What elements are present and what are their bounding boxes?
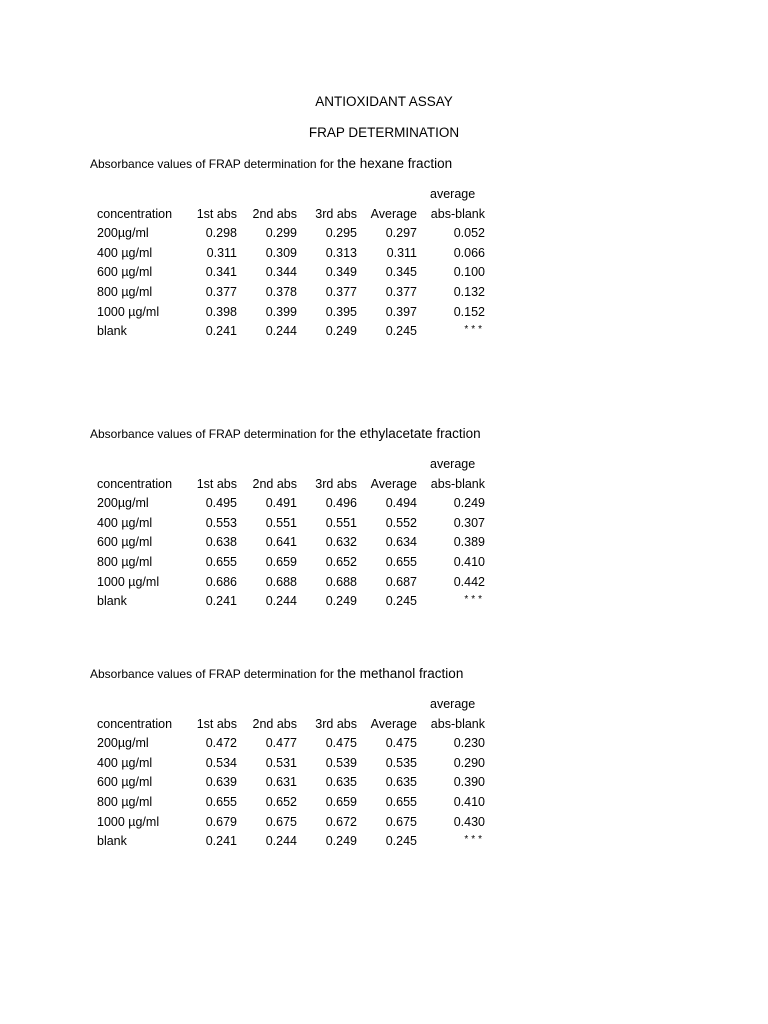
abs1-cell: 0.241 bbox=[205, 324, 237, 339]
abs2-cell: 0.652 bbox=[265, 794, 297, 809]
average-cell: 0.494 bbox=[385, 496, 417, 511]
header-concentration: concentration bbox=[97, 206, 173, 221]
abs-blank-cell: 0.307 bbox=[453, 515, 485, 530]
abs3-cell: 0.249 bbox=[325, 834, 357, 849]
abs-blank-cell: 0.430 bbox=[453, 814, 485, 829]
average-cell: 0.345 bbox=[385, 265, 417, 280]
header-abs-blank: abs-blank bbox=[430, 716, 485, 731]
section-heading bbox=[90, 426, 481, 441]
average-cell: 0.675 bbox=[385, 814, 417, 829]
abs2-cell: 0.491 bbox=[265, 496, 297, 511]
header-abs3: 3rd abs bbox=[315, 206, 357, 221]
abs3-cell: 0.349 bbox=[325, 265, 357, 280]
abs1-cell: 0.655 bbox=[205, 554, 237, 569]
abs3-cell: 0.395 bbox=[325, 304, 357, 319]
abs-blank-cell: 0.052 bbox=[453, 226, 485, 241]
concentration-cell: 600 µg/ml bbox=[97, 535, 153, 550]
abs2-cell: 0.688 bbox=[265, 574, 297, 589]
concentration-cell: 400 µg/ml bbox=[97, 245, 153, 260]
concentration-cell: 400 µg/ml bbox=[97, 515, 153, 530]
header-average: Average bbox=[370, 716, 417, 731]
header-average-top: average bbox=[430, 457, 476, 471]
abs2-cell: 0.477 bbox=[265, 736, 297, 751]
header-abs2: 2nd abs bbox=[252, 716, 297, 731]
abs-blank-cell: 0.152 bbox=[453, 304, 485, 319]
abs-blank-cell: *** bbox=[464, 324, 485, 336]
concentration-cell: 1000 µg/ml bbox=[97, 814, 160, 829]
section-heading-prefix: Absorbance values of FRAP determination for bbox=[90, 157, 338, 171]
average-cell: 0.377 bbox=[385, 284, 417, 299]
abs2-cell: 0.344 bbox=[265, 265, 297, 280]
abs3-cell: 0.313 bbox=[325, 245, 357, 260]
abs1-cell: 0.638 bbox=[205, 535, 237, 550]
average-cell: 0.397 bbox=[385, 304, 417, 319]
abs1-cell: 0.311 bbox=[206, 245, 237, 260]
abs2-cell: 0.299 bbox=[265, 226, 297, 241]
abs1-cell: 0.241 bbox=[205, 594, 237, 609]
abs-blank-cell: *** bbox=[464, 594, 485, 606]
header-average: Average bbox=[370, 476, 417, 491]
concentration-cell: 800 µg/ml bbox=[97, 794, 153, 809]
header-abs1: 1st abs bbox=[196, 206, 237, 221]
abs-blank-cell: 0.410 bbox=[453, 554, 485, 569]
abs-blank-cell: 0.390 bbox=[453, 775, 485, 790]
abs-blank-cell: 0.230 bbox=[453, 736, 485, 751]
abs-blank-cell: 0.132 bbox=[453, 284, 485, 299]
abs3-cell: 0.635 bbox=[325, 775, 357, 790]
abs1-cell: 0.398 bbox=[205, 304, 237, 319]
abs2-cell: 0.244 bbox=[265, 594, 297, 609]
average-cell: 0.635 bbox=[385, 775, 417, 790]
abs3-cell: 0.249 bbox=[325, 324, 357, 339]
abs-blank-cell: *** bbox=[464, 834, 485, 846]
abs3-cell: 0.652 bbox=[325, 554, 357, 569]
header-abs2: 2nd abs bbox=[252, 206, 297, 221]
average-cell: 0.475 bbox=[385, 736, 417, 751]
average-cell: 0.311 bbox=[386, 245, 417, 260]
header-abs1: 1st abs bbox=[196, 716, 237, 731]
concentration-cell: blank bbox=[97, 324, 127, 339]
abs3-cell: 0.659 bbox=[325, 794, 357, 809]
average-cell: 0.655 bbox=[385, 554, 417, 569]
abs1-cell: 0.298 bbox=[205, 226, 237, 241]
section-heading-fraction: the ethylacetate fraction bbox=[337, 426, 481, 441]
header-abs3: 3rd abs bbox=[315, 716, 357, 731]
abs3-cell: 0.295 bbox=[325, 226, 357, 241]
abs-blank-cell: 0.389 bbox=[453, 535, 485, 550]
abs2-cell: 0.531 bbox=[265, 755, 297, 770]
concentration-cell: blank bbox=[97, 594, 127, 609]
abs-blank-cell: 0.410 bbox=[453, 794, 485, 809]
average-cell: 0.245 bbox=[385, 834, 417, 849]
abs1-cell: 0.679 bbox=[205, 814, 237, 829]
abs2-cell: 0.631 bbox=[265, 775, 297, 790]
abs-blank-cell: 0.249 bbox=[453, 496, 485, 511]
abs-blank-cell: 0.100 bbox=[453, 265, 485, 280]
average-cell: 0.535 bbox=[385, 755, 417, 770]
header-concentration: concentration bbox=[97, 476, 173, 491]
abs2-cell: 0.244 bbox=[265, 324, 297, 339]
abs1-cell: 0.686 bbox=[205, 574, 237, 589]
concentration-cell: 800 µg/ml bbox=[97, 284, 153, 299]
average-cell: 0.634 bbox=[385, 535, 417, 550]
section-heading bbox=[90, 156, 452, 171]
abs3-cell: 0.496 bbox=[325, 496, 357, 511]
abs2-cell: 0.659 bbox=[265, 554, 297, 569]
abs2-cell: 0.244 bbox=[265, 834, 297, 849]
header-average: Average bbox=[370, 206, 417, 221]
abs-blank-cell: 0.290 bbox=[453, 755, 485, 770]
header-abs-blank: abs-blank bbox=[430, 206, 485, 221]
header-abs1: 1st abs bbox=[196, 476, 237, 491]
header-average-top: average bbox=[430, 187, 476, 201]
concentration-cell: 1000 µg/ml bbox=[97, 304, 160, 319]
abs-blank-cell: 0.442 bbox=[453, 574, 485, 589]
abs3-cell: 0.539 bbox=[325, 755, 357, 770]
abs3-cell: 0.249 bbox=[325, 594, 357, 609]
header-abs2: 2nd abs bbox=[252, 476, 297, 491]
header-abs3: 3rd abs bbox=[315, 476, 357, 491]
abs3-cell: 0.551 bbox=[325, 515, 357, 530]
average-cell: 0.687 bbox=[385, 574, 417, 589]
header-abs-blank: abs-blank bbox=[430, 476, 485, 491]
section-heading bbox=[90, 666, 463, 681]
concentration-cell: 600 µg/ml bbox=[97, 775, 153, 790]
document-subtitle: FRAP DETERMINATION bbox=[308, 125, 460, 140]
abs1-cell: 0.472 bbox=[205, 736, 237, 751]
abs1-cell: 0.655 bbox=[205, 794, 237, 809]
abs1-cell: 0.241 bbox=[205, 834, 237, 849]
concentration-cell: 200µg/ml bbox=[97, 226, 149, 241]
concentration-cell: blank bbox=[97, 834, 127, 849]
abs2-cell: 0.641 bbox=[265, 535, 297, 550]
abs3-cell: 0.475 bbox=[325, 736, 357, 751]
average-cell: 0.245 bbox=[385, 594, 417, 609]
header-average-top: average bbox=[430, 697, 476, 711]
concentration-cell: 1000 µg/ml bbox=[97, 574, 160, 589]
average-cell: 0.297 bbox=[385, 226, 417, 241]
abs2-cell: 0.309 bbox=[265, 245, 297, 260]
abs2-cell: 0.378 bbox=[265, 284, 297, 299]
abs1-cell: 0.377 bbox=[205, 284, 237, 299]
section-heading-fraction: the methanol fraction bbox=[337, 666, 464, 681]
average-cell: 0.552 bbox=[385, 515, 417, 530]
section-heading-prefix: Absorbance values of FRAP determination for bbox=[90, 427, 338, 441]
concentration-cell: 600 µg/ml bbox=[97, 265, 153, 280]
header-concentration: concentration bbox=[97, 716, 173, 731]
abs1-cell: 0.639 bbox=[205, 775, 237, 790]
concentration-cell: 200µg/ml bbox=[97, 736, 149, 751]
abs2-cell: 0.399 bbox=[265, 304, 297, 319]
section-heading-prefix: Absorbance values of FRAP determination for bbox=[90, 667, 338, 681]
abs3-cell: 0.377 bbox=[325, 284, 357, 299]
abs1-cell: 0.553 bbox=[205, 515, 237, 530]
abs1-cell: 0.341 bbox=[205, 265, 237, 280]
abs-blank-cell: 0.066 bbox=[453, 245, 485, 260]
abs2-cell: 0.551 bbox=[265, 515, 297, 530]
abs1-cell: 0.534 bbox=[205, 755, 237, 770]
average-cell: 0.245 bbox=[385, 324, 417, 339]
concentration-cell: 200µg/ml bbox=[97, 496, 149, 511]
abs1-cell: 0.495 bbox=[205, 496, 237, 511]
abs3-cell: 0.672 bbox=[325, 814, 357, 829]
average-cell: 0.655 bbox=[385, 794, 417, 809]
abs3-cell: 0.688 bbox=[325, 574, 357, 589]
document-title: ANTIOXIDANT ASSAY bbox=[315, 94, 453, 109]
section-heading-fraction: the hexane fraction bbox=[337, 156, 453, 171]
concentration-cell: 400 µg/ml bbox=[97, 755, 153, 770]
concentration-cell: 800 µg/ml bbox=[97, 554, 153, 569]
abs3-cell: 0.632 bbox=[325, 535, 357, 550]
abs2-cell: 0.675 bbox=[265, 814, 297, 829]
